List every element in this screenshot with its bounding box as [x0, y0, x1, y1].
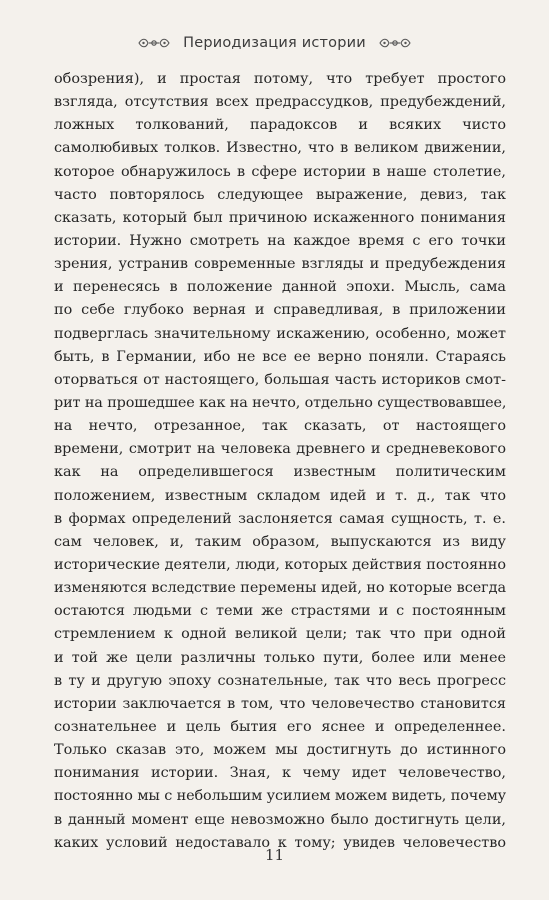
- text-line: на нечто, отрезанное, так сказать, от настоящего: [54, 418, 506, 435]
- floral-ornament-icon: [137, 37, 171, 49]
- text-line: по себе глубоко верная и справедливая, в приложении: [54, 302, 506, 319]
- text-line: быть, в Германии, ибо не все ее верно поняли. Стараясь: [54, 348, 506, 365]
- text-line: положением, известным складом идей и т. д., так что: [54, 487, 506, 504]
- running-head: [0, 30, 549, 56]
- text-line: изменяются вследствие перемены идей, но которые всегда: [54, 580, 506, 597]
- text-line: постоянно мы с небольшим усилием можем видеть, почему: [54, 788, 506, 805]
- text-line: каких условий недоставало к тому; увидев человечество: [54, 834, 506, 851]
- text-line: сказать, который был причиною искаженного понимания: [54, 209, 506, 226]
- text-line: истории заключается в том, что человечество становится: [54, 695, 506, 712]
- text-line: исторические деятели, люди, которых действия постоянно: [54, 556, 506, 573]
- text-line: самолюбивых толков. Известно, что в великом движении,: [54, 140, 506, 157]
- text-line: как на определившегося известным политическим: [54, 464, 506, 481]
- text-line: понимания истории. Зная, к чему идет человечество,: [54, 765, 506, 782]
- text-line: и той же цели различны только пути, более или менее: [54, 649, 506, 666]
- text-line: стремлением к одной великой цели; так что при одной: [54, 626, 506, 643]
- text-line: остаются людьми с теми же страстями и с постоянным: [54, 603, 506, 620]
- text-line: в формах определений заслоняется самая сущность, т. е.: [54, 510, 506, 527]
- text-line: ложных толкований, парадоксов и всяких чисто: [54, 117, 506, 134]
- text-line: времени, смотрит на человека древнего и средневекового: [54, 441, 506, 458]
- text-line: обозрения), и простая потому, что требует простого: [54, 71, 506, 87]
- running-head-title: Периодизация истории: [183, 35, 366, 51]
- text-line: взгляда, отсутствия всех предрассудков, предубеждений,: [54, 94, 506, 111]
- text-line: которое обнаружилось в сфере истории в наше столетие,: [54, 163, 506, 180]
- text-line: часто повторялось следующее выражение, девиз, так: [54, 186, 506, 203]
- text-line: подверглась значительному искажению, особенно, может: [54, 325, 506, 342]
- text-line: Только сказав это, можем мы достигнуть до истинного: [54, 742, 506, 759]
- text-line: в данный момент еще невозможно было достигнуть цели,: [54, 811, 506, 828]
- text-line: истории. Нужно смотреть на каждое время с его точки: [54, 232, 506, 249]
- text-line: сам человек, и, таким образом, выпускаются из виду: [54, 533, 506, 550]
- page-number: 11: [264, 846, 285, 864]
- text-line: и перенесясь в положение данной эпохи. Мысль, сама: [54, 279, 506, 296]
- text-line: оторваться от настоящего, большая часть историков смот-: [54, 371, 506, 388]
- text-line: зрения, устранив современные взгляды и предубеждения: [54, 256, 506, 273]
- floral-ornament-icon: [378, 37, 412, 49]
- body-text: [54, 68, 506, 855]
- text-line: сознательнее и цель бытия его яснее и определеннее.: [54, 718, 506, 735]
- text-line: рит на прошедшее как на нечто, отдельно существовавшее,: [54, 394, 507, 411]
- text-line: в ту и другую эпоху сознательные, так что весь прогресс: [54, 672, 506, 689]
